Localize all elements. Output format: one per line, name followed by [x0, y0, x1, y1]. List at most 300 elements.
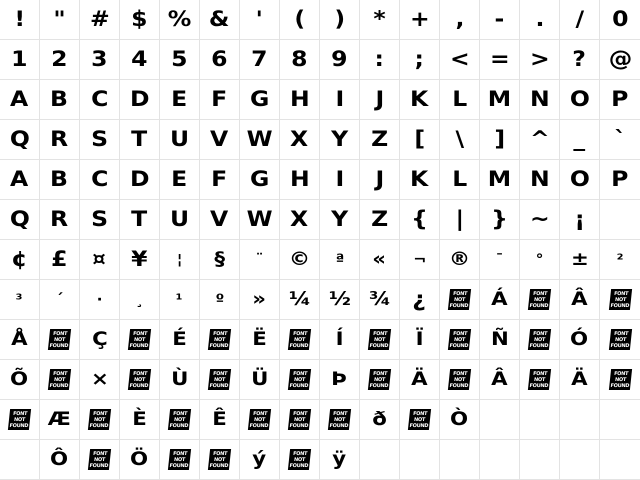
font-not-found-box: FONT NOT FOUND: [48, 369, 71, 390]
glyph-cell-notdef: [0, 400, 40, 440]
font-not-found-box: FONT NOT FOUND: [328, 409, 351, 430]
glyph-cell: [240, 240, 280, 280]
glyph-character: I: [335, 87, 344, 111]
glyph-character: W: [246, 127, 273, 151]
glyph-cell: [0, 280, 40, 320]
glyph-character: Ë: [252, 328, 267, 350]
glyph-character: ¼: [288, 288, 311, 310]
glyph-cell: [360, 200, 400, 240]
glyph-character: W: [246, 207, 273, 231]
glyph-cell: [120, 200, 160, 240]
glyph-cell: [560, 360, 600, 400]
glyph-character: M: [487, 87, 512, 111]
glyph-cell-empty: [440, 440, 480, 480]
glyph-character: 1: [11, 47, 28, 71]
glyph-cell: [0, 200, 40, 240]
glyph-cell: [600, 40, 640, 80]
glyph-character: U: [169, 127, 190, 151]
glyph-cell: [80, 0, 120, 40]
glyph-character: ¤: [92, 248, 107, 270]
glyph-cell: [120, 160, 160, 200]
font-not-found-box: FONT NOT FOUND: [528, 369, 551, 390]
glyph-cell-notdef: [160, 440, 200, 480]
glyph-character: ´: [55, 291, 64, 308]
font-not-found-box: FONT NOT FOUND: [448, 329, 471, 350]
glyph-character: |: [455, 207, 464, 231]
glyph-cell: [120, 400, 160, 440]
glyph-cell-notdef: [520, 320, 560, 360]
glyph-character: T: [131, 207, 148, 231]
glyph-character: ©: [288, 248, 311, 270]
glyph-cell: [400, 80, 440, 120]
glyph-character: Q: [9, 127, 30, 151]
glyph-character: Ç: [91, 328, 108, 350]
glyph-character: C: [90, 167, 109, 191]
glyph-cell: [600, 120, 640, 160]
glyph-cell-notdef: [120, 320, 160, 360]
glyph-character: 7: [251, 47, 268, 71]
glyph-cell: [600, 160, 640, 200]
glyph-cell-notdef: [120, 360, 160, 400]
glyph-cell: [280, 160, 320, 200]
font-not-found-box: FONT NOT FOUND: [168, 409, 191, 430]
glyph-character: J: [375, 167, 384, 191]
glyph-cell: [240, 40, 280, 80]
glyph-cell-empty: [600, 400, 640, 440]
glyph-cell: [360, 40, 400, 80]
glyph-cell: [80, 280, 120, 320]
glyph-cell: [240, 360, 280, 400]
glyph-character: ¾: [368, 288, 391, 310]
glyph-cell: [200, 120, 240, 160]
glyph-cell-empty: [560, 440, 600, 480]
font-not-found-box: FONT NOT FOUND: [128, 329, 151, 350]
glyph-cell: [400, 240, 440, 280]
glyph-cell: [200, 400, 240, 440]
glyph-cell: [0, 80, 40, 120]
glyph-character: Y: [330, 207, 349, 231]
glyph-cell: [160, 40, 200, 80]
font-not-found-box: FONT NOT FOUND: [288, 369, 311, 390]
glyph-cell: [240, 160, 280, 200]
glyph-character: ¬: [412, 251, 427, 268]
glyph-character: F: [211, 87, 228, 111]
glyph-character: ½: [328, 288, 351, 310]
glyph-cell-notdef: [80, 440, 120, 480]
glyph-character: «: [372, 248, 387, 270]
glyph-cell-notdef: [280, 440, 320, 480]
glyph-character: ¨: [255, 251, 264, 268]
glyph-cell-empty: [520, 440, 560, 480]
glyph-character: >: [529, 47, 550, 71]
glyph-character: F: [211, 167, 228, 191]
glyph-character: Ñ: [490, 328, 509, 350]
glyph-cell: [280, 240, 320, 280]
glyph-character: ": [53, 7, 66, 31]
glyph-cell: [280, 80, 320, 120]
glyph-character: Y: [330, 127, 349, 151]
font-not-found-box: FONT NOT FOUND: [208, 369, 231, 390]
glyph-character: ®: [448, 248, 471, 270]
glyph-cell-empty: [520, 400, 560, 440]
glyph-cell: [320, 0, 360, 40]
font-not-found-box: FONT NOT FOUND: [168, 449, 191, 470]
glyph-character: _: [573, 127, 586, 151]
glyph-character: &: [209, 7, 230, 31]
glyph-cell-notdef: [280, 320, 320, 360]
glyph-cell: [440, 160, 480, 200]
glyph-cell: [80, 360, 120, 400]
glyph-character: V: [210, 207, 229, 231]
glyph-cell: [280, 40, 320, 80]
glyph-cell: [40, 280, 80, 320]
glyph-character: D: [129, 167, 150, 191]
glyph-cell-notdef: [40, 360, 80, 400]
glyph-character: £: [51, 247, 68, 271]
font-not-found-box: FONT NOT FOUND: [288, 409, 311, 430]
glyph-cell: [480, 40, 520, 80]
glyph-cell-notdef: [600, 320, 640, 360]
font-not-found-box: FONT NOT FOUND: [528, 289, 551, 310]
glyph-cell: [560, 240, 600, 280]
glyph-cell-notdef: [80, 400, 120, 440]
font-not-found-box: FONT NOT FOUND: [408, 409, 431, 430]
glyph-cell: [200, 40, 240, 80]
glyph-character: Í: [335, 328, 344, 350]
glyph-character: 0: [611, 7, 629, 31]
glyph-character: ¥: [131, 247, 148, 271]
glyph-cell-empty: [0, 440, 40, 480]
glyph-cell: [560, 0, 600, 40]
glyph-character: {: [411, 207, 428, 231]
glyph-cell-notdef: [600, 360, 640, 400]
glyph-character: %: [167, 7, 192, 31]
glyph-character: .: [535, 7, 544, 31]
glyph-cell: [320, 280, 360, 320]
glyph-character: Z: [370, 127, 389, 151]
glyph-character: E: [171, 87, 188, 111]
glyph-cell: [320, 320, 360, 360]
glyph-cell: [600, 80, 640, 120]
glyph-character: »: [252, 288, 267, 310]
glyph-cell: [280, 120, 320, 160]
font-not-found-box: FONT NOT FOUND: [288, 449, 311, 470]
glyph-character: O: [569, 87, 590, 111]
glyph-character: ×: [90, 368, 109, 390]
glyph-cell: [80, 240, 120, 280]
glyph-character: Ê: [212, 408, 227, 430]
font-not-found-box: FONT NOT FOUND: [248, 409, 271, 430]
glyph-cell: [360, 80, 400, 120]
glyph-cell: [40, 440, 80, 480]
glyph-character: ¸: [135, 291, 144, 308]
glyph-character: B: [50, 87, 69, 111]
glyph-cell: [320, 120, 360, 160]
glyph-cell-empty: [560, 400, 600, 440]
glyph-cell: [80, 200, 120, 240]
glyph-cell: [0, 240, 40, 280]
glyph-cell-empty: [480, 440, 520, 480]
glyph-cell: [440, 0, 480, 40]
glyph-character: P: [611, 87, 629, 111]
glyph-character: §: [214, 248, 225, 270]
font-not-found-box: FONT NOT FOUND: [208, 449, 231, 470]
glyph-cell-empty: [600, 440, 640, 480]
glyph-cell: [160, 240, 200, 280]
glyph-cell-notdef: [160, 400, 200, 440]
glyph-cell: [40, 40, 80, 80]
glyph-character: ³: [16, 291, 23, 308]
glyph-cell: [320, 440, 360, 480]
glyph-cell: [120, 440, 160, 480]
glyph-character: #: [89, 7, 110, 31]
glyph-cell: [480, 120, 520, 160]
glyph-character: 2: [51, 47, 68, 71]
glyph-character: `: [614, 127, 626, 151]
glyph-character: E: [171, 167, 188, 191]
glyph-cell-notdef: [200, 360, 240, 400]
glyph-cell: [320, 200, 360, 240]
glyph-cell: [520, 40, 560, 80]
glyph-cell-notdef: [520, 360, 560, 400]
glyph-cell: [560, 160, 600, 200]
glyph-character: ²: [616, 251, 624, 268]
glyph-cell-notdef: [440, 280, 480, 320]
glyph-cell: [160, 280, 200, 320]
glyph-cell: [160, 0, 200, 40]
glyph-cell: [240, 440, 280, 480]
glyph-cell-empty: [480, 400, 520, 440]
glyph-character: (: [294, 7, 305, 31]
glyph-cell: [560, 280, 600, 320]
glyph-cell: [400, 160, 440, 200]
glyph-character: ¹: [176, 291, 183, 308]
glyph-cell-empty: [360, 440, 400, 480]
glyph-character: 3: [91, 47, 108, 71]
glyph-cell: [80, 120, 120, 160]
glyph-cell: [520, 240, 560, 280]
glyph-character: Z: [370, 207, 389, 231]
glyph-character: V: [210, 127, 229, 151]
glyph-cell: [400, 120, 440, 160]
glyph-cell: [400, 320, 440, 360]
glyph-cell: [560, 200, 600, 240]
glyph-character: ;: [414, 47, 425, 71]
glyph-cell: [440, 120, 480, 160]
glyph-character: ¡: [574, 207, 585, 231]
glyph-character: Ä: [571, 368, 588, 390]
glyph-character: A: [10, 167, 29, 191]
glyph-character: G: [249, 87, 270, 111]
glyph-character: *: [373, 7, 386, 31]
glyph-cell-notdef: [320, 400, 360, 440]
glyph-cell: [240, 280, 280, 320]
glyph-character: N: [529, 167, 550, 191]
glyph-cell-notdef: [360, 320, 400, 360]
font-not-found-box: FONT NOT FOUND: [88, 409, 111, 430]
font-not-found-box: FONT NOT FOUND: [448, 369, 471, 390]
font-not-found-box: FONT NOT FOUND: [128, 369, 151, 390]
glyph-cell-notdef: [440, 360, 480, 400]
glyph-cell-notdef: [400, 400, 440, 440]
glyph-cell: [360, 400, 400, 440]
font-not-found-box: FONT NOT FOUND: [608, 369, 631, 390]
glyph-character: G: [249, 167, 270, 191]
glyph-character: K: [410, 167, 429, 191]
glyph-character: 5: [171, 47, 188, 71]
glyph-cell: [440, 400, 480, 440]
glyph-character: !: [14, 7, 25, 31]
glyph-character: ~: [529, 207, 550, 231]
glyph-character: Á: [491, 288, 508, 310]
glyph-character: ^: [529, 127, 550, 151]
glyph-cell: [520, 0, 560, 40]
glyph-cell: [360, 120, 400, 160]
glyph-cell: [40, 240, 80, 280]
glyph-character: ð: [372, 408, 387, 430]
glyph-character: L: [451, 87, 467, 111]
glyph-cell-empty: [600, 200, 640, 240]
glyph-character: 4: [131, 47, 148, 71]
font-not-found-box: FONT NOT FOUND: [528, 329, 551, 350]
glyph-character: H: [289, 87, 310, 111]
glyph-character: Å: [11, 328, 28, 350]
glyph-cell: [480, 320, 520, 360]
glyph-cell-notdef: [200, 320, 240, 360]
glyph-cell: [280, 0, 320, 40]
glyph-character: P: [611, 167, 629, 191]
glyph-character: ]: [494, 127, 505, 151]
glyph-character: A: [10, 87, 29, 111]
glyph-character: È: [132, 408, 147, 430]
glyph-cell: [440, 240, 480, 280]
glyph-cell: [80, 80, 120, 120]
glyph-cell: [200, 0, 240, 40]
glyph-character: /: [575, 7, 584, 31]
glyph-character: S: [91, 127, 108, 151]
glyph-cell: [40, 80, 80, 120]
glyph-character: Ö: [130, 448, 149, 470]
glyph-cell: [0, 120, 40, 160]
glyph-character: -: [494, 7, 505, 31]
glyph-cell: [520, 120, 560, 160]
glyph-cell-notdef: [40, 320, 80, 360]
font-not-found-box: FONT NOT FOUND: [88, 449, 111, 470]
glyph-character: ·: [96, 291, 103, 308]
glyph-character: Ü: [250, 368, 269, 390]
glyph-cell: [360, 160, 400, 200]
glyph-character: ¦: [176, 251, 183, 268]
glyph-character: J: [375, 87, 384, 111]
glyph-character: ¿: [412, 287, 427, 311]
glyph-character: H: [289, 167, 310, 191]
glyph-cell: [0, 160, 40, 200]
glyph-cell: [480, 280, 520, 320]
glyph-character: Æ: [47, 408, 72, 430]
glyph-character: +: [409, 7, 430, 31]
glyph-character: Â: [491, 368, 508, 390]
glyph-cell: [40, 160, 80, 200]
glyph-cell: [40, 120, 80, 160]
glyph-character: S: [91, 207, 108, 231]
glyph-cell: [400, 200, 440, 240]
glyph-cell: [480, 240, 520, 280]
glyph-cell: [320, 40, 360, 80]
glyph-cell: [200, 80, 240, 120]
glyph-cell: [160, 320, 200, 360]
glyph-character: <: [449, 47, 470, 71]
glyph-cell: [0, 40, 40, 80]
glyph-cell: [160, 80, 200, 120]
glyph-character: Ô: [50, 448, 69, 470]
glyph-character: ,: [455, 7, 464, 31]
glyph-character: ª: [335, 251, 344, 268]
glyph-character: °: [535, 251, 544, 268]
glyph-character: Ï: [415, 328, 424, 350]
glyph-character: L: [451, 167, 467, 191]
glyph-character: º: [215, 291, 224, 308]
glyph-character: ±: [570, 248, 589, 270]
glyph-cell: [360, 240, 400, 280]
glyph-cell: [360, 280, 400, 320]
font-not-found-box: FONT NOT FOUND: [608, 289, 631, 310]
glyph-cell-notdef: [240, 400, 280, 440]
glyph-character: Â: [571, 288, 588, 310]
glyph-character: D: [129, 87, 150, 111]
glyph-cell: [480, 360, 520, 400]
glyph-cell: [240, 0, 280, 40]
glyph-character: Þ: [331, 368, 348, 390]
glyph-cell: [200, 160, 240, 200]
glyph-cell-notdef: [360, 360, 400, 400]
glyph-character: =: [489, 47, 510, 71]
glyph-cell: [240, 120, 280, 160]
glyph-cell: [40, 400, 80, 440]
glyph-character: R: [50, 127, 69, 151]
font-not-found-box: FONT NOT FOUND: [368, 369, 391, 390]
glyph-cell: [160, 160, 200, 200]
glyph-cell: [40, 200, 80, 240]
glyph-character: 6: [211, 47, 228, 71]
glyph-cell-notdef: [200, 440, 240, 480]
glyph-cell: [400, 280, 440, 320]
font-not-found-box: FONT NOT FOUND: [368, 329, 391, 350]
glyph-cell: [200, 200, 240, 240]
glyph-character: 8: [291, 47, 308, 71]
glyph-cell: [520, 80, 560, 120]
glyph-cell: [360, 0, 400, 40]
glyph-cell: [0, 360, 40, 400]
glyph-character: U: [169, 207, 190, 231]
glyph-character: I: [335, 167, 344, 191]
glyph-cell: [120, 0, 160, 40]
glyph-cell: [0, 320, 40, 360]
glyph-cell: [520, 200, 560, 240]
glyph-cell: [600, 0, 640, 40]
glyph-cell: [480, 160, 520, 200]
glyph-cell-notdef: [280, 360, 320, 400]
glyph-character: [: [414, 127, 425, 151]
glyph-character: Ò: [450, 408, 469, 430]
glyph-character: Õ: [10, 368, 29, 390]
glyph-cell: [320, 160, 360, 200]
glyph-cell: [560, 80, 600, 120]
glyph-character: Ù: [170, 368, 189, 390]
font-not-found-box: FONT NOT FOUND: [208, 329, 231, 350]
glyph-cell: [280, 280, 320, 320]
glyph-cell: [600, 240, 640, 280]
font-not-found-box: FONT NOT FOUND: [608, 329, 631, 350]
